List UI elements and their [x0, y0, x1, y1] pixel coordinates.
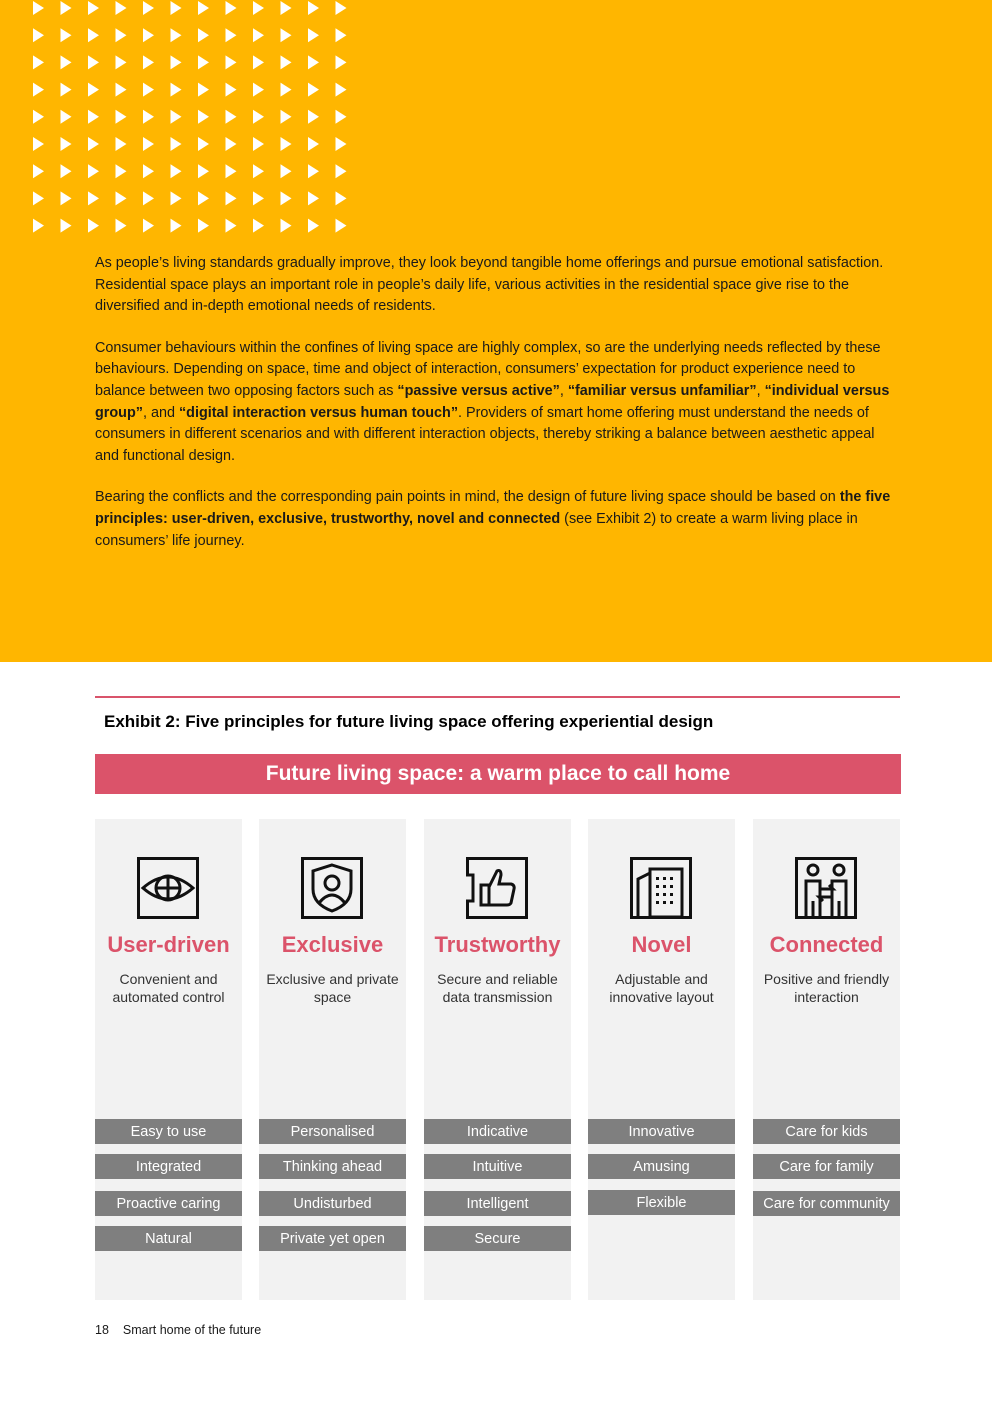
principle-column-novel	[588, 819, 735, 1300]
exhibit-banner: Future living space: a warm place to call home	[95, 754, 901, 794]
pattern-triangle	[88, 137, 99, 151]
pattern-triangle	[253, 55, 264, 69]
pattern-triangle	[116, 110, 127, 124]
pattern-triangle	[253, 164, 264, 178]
pattern-triangle	[143, 1, 154, 15]
pattern-triangle	[198, 164, 209, 178]
pattern-triangle	[226, 164, 237, 178]
pattern-triangle	[281, 1, 292, 15]
pattern-triangle	[253, 1, 264, 15]
pattern-triangle	[308, 219, 319, 233]
pattern-triangle	[33, 219, 44, 233]
pattern-triangle	[198, 137, 209, 151]
principle-description: Adjustable and innovative layout	[609, 971, 714, 1005]
people-exchange-icon	[795, 857, 857, 919]
pattern-triangle	[171, 1, 182, 15]
intro-paragraph-1: As people’s living standards gradually improve, they look beyond tangible home offerings and pursue emotional satisfaction. Residential space plays an important role in people’s daily life, various activities in the residential space give rise to the diversified and in-depth emotional needs of residents.	[95, 255, 884, 315]
pattern-triangle	[336, 110, 347, 124]
pattern-triangle	[33, 1, 44, 15]
pattern-triangle	[33, 137, 44, 151]
publication-title: Smart home of the future	[122, 1323, 262, 1337]
principle-heading: Connected	[769, 932, 884, 957]
principle-tag: Undisturbed	[259, 1191, 406, 1216]
principle-tag: Amusing	[588, 1154, 735, 1179]
pattern-triangle	[116, 164, 127, 178]
eye-icon	[137, 857, 199, 919]
pattern-triangle	[61, 1, 72, 15]
pattern-triangle	[61, 110, 72, 124]
exhibit-divider	[95, 696, 900, 698]
pattern-triangle	[61, 164, 72, 178]
pattern-triangle	[308, 55, 319, 69]
pattern-triangle	[33, 55, 44, 69]
pattern-triangle	[143, 83, 154, 97]
pattern-triangle	[308, 191, 319, 205]
principle-tag: Indicative	[424, 1119, 571, 1144]
pattern-triangle	[281, 83, 292, 97]
pattern-triangle	[281, 55, 292, 69]
pattern-triangle	[143, 219, 154, 233]
pattern-triangle	[281, 219, 292, 233]
intro-paragraph-2: Consumer behaviours within the confines of living space are highly complex, so are the underlying needs reflected by these behaviours. Depending on space, time and object of interaction, consumers’ expectation for product experience need to balance between two opposing factors such as “passive versus active”, “familiar versus unfamiliar”, “individual versus group”, and “digital interaction versus human touch”. Providers of smart home offering must understand the needs of consumers in different scenarios and with different interaction objects, thereby striking a balance between aesthetic appeal and functional design.	[95, 339, 890, 464]
pattern-triangle	[88, 191, 99, 205]
pattern-triangle	[226, 28, 237, 42]
pattern-triangle	[116, 55, 127, 69]
pattern-triangle	[281, 110, 292, 124]
pattern-triangle	[308, 137, 319, 151]
pattern-triangle	[116, 219, 127, 233]
principle-tag: Natural	[95, 1226, 242, 1251]
principle-tag: Integrated	[95, 1154, 242, 1179]
pattern-triangle	[33, 110, 44, 124]
pattern-triangle	[88, 83, 99, 97]
pattern-triangle	[61, 137, 72, 151]
pattern-triangle	[88, 1, 99, 15]
pattern-triangle	[226, 219, 237, 233]
thumbs-up-icon	[466, 857, 528, 919]
pattern-triangle	[336, 1, 347, 15]
pattern-triangle	[226, 191, 237, 205]
principle-tag: Care for community	[753, 1191, 900, 1216]
pattern-triangle	[171, 219, 182, 233]
pattern-triangle	[226, 55, 237, 69]
principle-tag: Care for family	[753, 1154, 900, 1179]
triangle-pattern-decoration	[31, 0, 361, 256]
pattern-triangle	[143, 164, 154, 178]
pattern-triangle	[61, 83, 72, 97]
pattern-triangle	[336, 164, 347, 178]
pattern-triangle	[336, 83, 347, 97]
pattern-triangle	[226, 83, 237, 97]
intro-text	[95, 253, 900, 572]
pattern-triangle	[308, 83, 319, 97]
building-icon	[630, 857, 692, 919]
intro-paragraph-3: Bearing the conflicts and the corresponding pain points in mind, the design of future living space should be based on the five principles: user-driven, exclusive, trustworthy, novel and connected (see Exhibit 2) to create a warm living place in consumers’ life journey.	[95, 489, 891, 549]
principle-tag: Intuitive	[424, 1154, 571, 1179]
principle-tag: Innovative	[588, 1119, 735, 1144]
pattern-triangle	[198, 191, 209, 205]
pattern-triangle	[281, 164, 292, 178]
pattern-triangle	[308, 1, 319, 15]
person-shield-icon	[301, 857, 363, 919]
principle-heading: Novel	[631, 932, 692, 957]
pattern-triangle	[281, 191, 292, 205]
pattern-triangle	[226, 1, 237, 15]
pattern-triangle	[281, 28, 292, 42]
pattern-triangle	[33, 191, 44, 205]
pattern-triangle	[88, 164, 99, 178]
pattern-triangle	[116, 137, 127, 151]
pattern-triangle	[281, 137, 292, 151]
pattern-triangle	[198, 83, 209, 97]
pattern-triangle	[88, 28, 99, 42]
pattern-triangle	[143, 28, 154, 42]
pattern-triangle	[88, 110, 99, 124]
exhibit-title: Exhibit 2: Five principles for future living space offering experiential design	[104, 712, 714, 731]
pattern-triangle	[143, 55, 154, 69]
pattern-triangle	[198, 28, 209, 42]
pattern-triangle	[308, 164, 319, 178]
pattern-triangle	[116, 83, 127, 97]
pattern-triangle	[88, 55, 99, 69]
pattern-triangle	[336, 55, 347, 69]
pattern-triangle	[61, 28, 72, 42]
principle-column-exclusive	[259, 819, 406, 1300]
pattern-triangle	[253, 191, 264, 205]
pattern-triangle	[143, 191, 154, 205]
principle-tag: Private yet open	[259, 1226, 406, 1251]
pattern-triangle	[61, 191, 72, 205]
principle-column-user-driven	[95, 819, 242, 1300]
pattern-triangle	[336, 137, 347, 151]
principle-description: Convenient and automated control	[112, 971, 225, 1005]
principle-description: Exclusive and private space	[266, 971, 399, 1005]
page-footer	[95, 1323, 261, 1337]
pattern-triangle	[253, 219, 264, 233]
pattern-triangle	[171, 191, 182, 205]
pattern-triangle	[308, 110, 319, 124]
pattern-triangle	[198, 110, 209, 124]
pattern-triangle	[33, 83, 44, 97]
page-number: 18	[95, 1323, 109, 1337]
pattern-triangle	[171, 164, 182, 178]
pattern-triangle	[336, 219, 347, 233]
principle-description: Secure and reliable data transmission	[437, 971, 558, 1005]
principle-tag: Flexible	[588, 1190, 735, 1215]
pattern-triangle	[171, 110, 182, 124]
pattern-triangle	[61, 55, 72, 69]
pattern-triangle	[61, 219, 72, 233]
pattern-triangle	[308, 28, 319, 42]
pattern-triangle	[143, 110, 154, 124]
pattern-triangle	[116, 1, 127, 15]
principle-heading: Exclusive	[281, 932, 384, 957]
pattern-triangle	[336, 191, 347, 205]
principle-heading: Trustworthy	[434, 932, 561, 957]
principle-tag: Proactive caring	[95, 1191, 242, 1216]
pattern-triangle	[336, 28, 347, 42]
principle-description: Positive and friendly interaction	[763, 971, 890, 1005]
pattern-triangle	[226, 137, 237, 151]
pattern-triangle	[33, 164, 44, 178]
principle-column-trustworthy	[424, 819, 571, 1300]
pattern-triangle	[226, 110, 237, 124]
pattern-triangle	[171, 28, 182, 42]
pattern-triangle	[171, 55, 182, 69]
principle-column-connected	[753, 819, 900, 1300]
pattern-triangle	[143, 137, 154, 151]
pattern-triangle	[116, 28, 127, 42]
principle-heading: User-driven	[107, 932, 230, 957]
pattern-triangle	[171, 83, 182, 97]
pattern-triangle	[253, 110, 264, 124]
principle-tag: Easy to use	[95, 1119, 242, 1144]
pattern-triangle	[253, 137, 264, 151]
pattern-triangle	[198, 55, 209, 69]
principle-tag: Thinking ahead	[259, 1154, 406, 1179]
pattern-triangle	[88, 219, 99, 233]
principle-tag: Personalised	[259, 1119, 406, 1144]
pattern-triangle	[198, 1, 209, 15]
principle-tag: Intelligent	[424, 1191, 571, 1216]
pattern-triangle	[33, 28, 44, 42]
pattern-triangle	[253, 28, 264, 42]
pattern-triangle	[171, 137, 182, 151]
principle-tag: Secure	[424, 1226, 571, 1251]
principle-tag: Care for kids	[753, 1119, 900, 1144]
pattern-triangle	[253, 83, 264, 97]
pattern-triangle	[116, 191, 127, 205]
pattern-triangle	[198, 219, 209, 233]
